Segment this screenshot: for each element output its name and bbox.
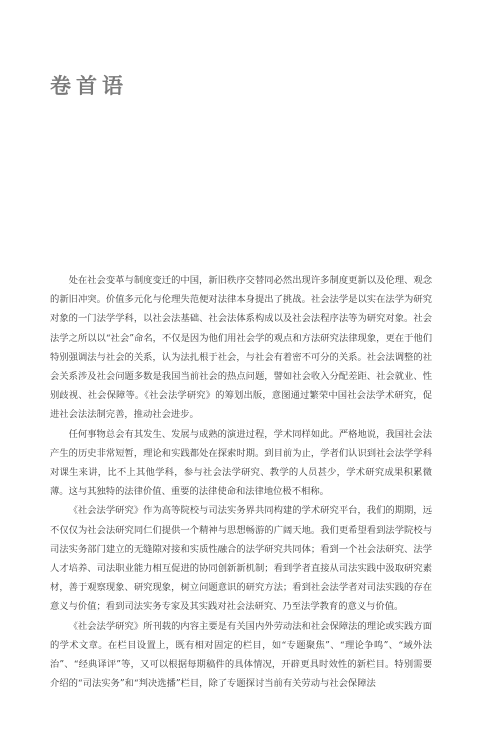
paragraph: 《社会法学研究》作为高等院校与司法实务界共同构建的学术研究平台，我们的期期，远不仅仅为社会法研究同仁们提供一个精神与思想畅游的广阔天地。我们更希望看到法学院校与司法实务部门建立的无缝隙对接和实质性融合的法学研究共同体；看到一个社会法研究、法学人才培养、司法职业能力相互促进的协同创新新机制；看到学者直接从司法实践中汲取研究素材，善于观察现象、研究现象，树立问题意识的研究方法；看到社会法学者对司法实践的存在意义与价值；看到司法实务专家及其实践对社会法研究、乃至法学教育的意义与价值。 — [50, 505, 432, 613]
paragraph: 处在社会变革与制度变迁的中国，新旧秩序交替同必然出现许多制度更新以及伦理、观念的新旧冲突。价值多元化与伦理失范便对法律本身提出了挑战。社会法学是以实在法学为研究对象的一门法学学科，以社会法基础、社会法体系构成以及社会法程序法等为研究对象。社会法学之所以以“社会”命名，不仅是因为他们用社会学的观点和方法研究法律现象，更在于他们特别强调法与社会的关系，认为法扎根于社会，与社会有着密不可分的关系。社会法调整的社会关系涉及社会问题多数是我国当前社会的热点问题，譬如社会收入分配差距、社会就业、性别歧视、社会保障等。《社会法学研究》的筹划出版，意图通过繁荣中国社会法学术研究，促进社会法法制完善，推动社会进步。 — [50, 275, 432, 421]
body-text — [50, 271, 432, 693]
paragraph: 任何事物总会有其发生、发展与成熟的演进过程，学术同样如此。严格地说，我国社会法产生的历史非常短暂，理论和实践都处在探索时期。到目前为止，学者们认识到社会法学学科对课生来讲，比不上其他学科，参与社会法学研究、教学的人员甚少，学术研究成果积累微薄。这与其独特的法律价值、重要的法律使命和法律地位极不相称。 — [50, 428, 432, 498]
paragraph: 《社会法学研究》所刊载的内容主要是有关国内外劳动法和社会保障法的理论或实践方面的学术文章。在栏目设置上，既有相对固定的栏目，如“专题聚焦”、“理论争鸣”、“域外法治”、“经典译评”等，又可以根据每期稿件的具体情况，开辟更具时效性的新栏目。特别需要介绍的“司法实务”和“判决选播”栏目，除了专题探讨当前有关劳动与社会保障法 — [50, 620, 432, 690]
page-heading: 卷首语 — [50, 74, 128, 98]
